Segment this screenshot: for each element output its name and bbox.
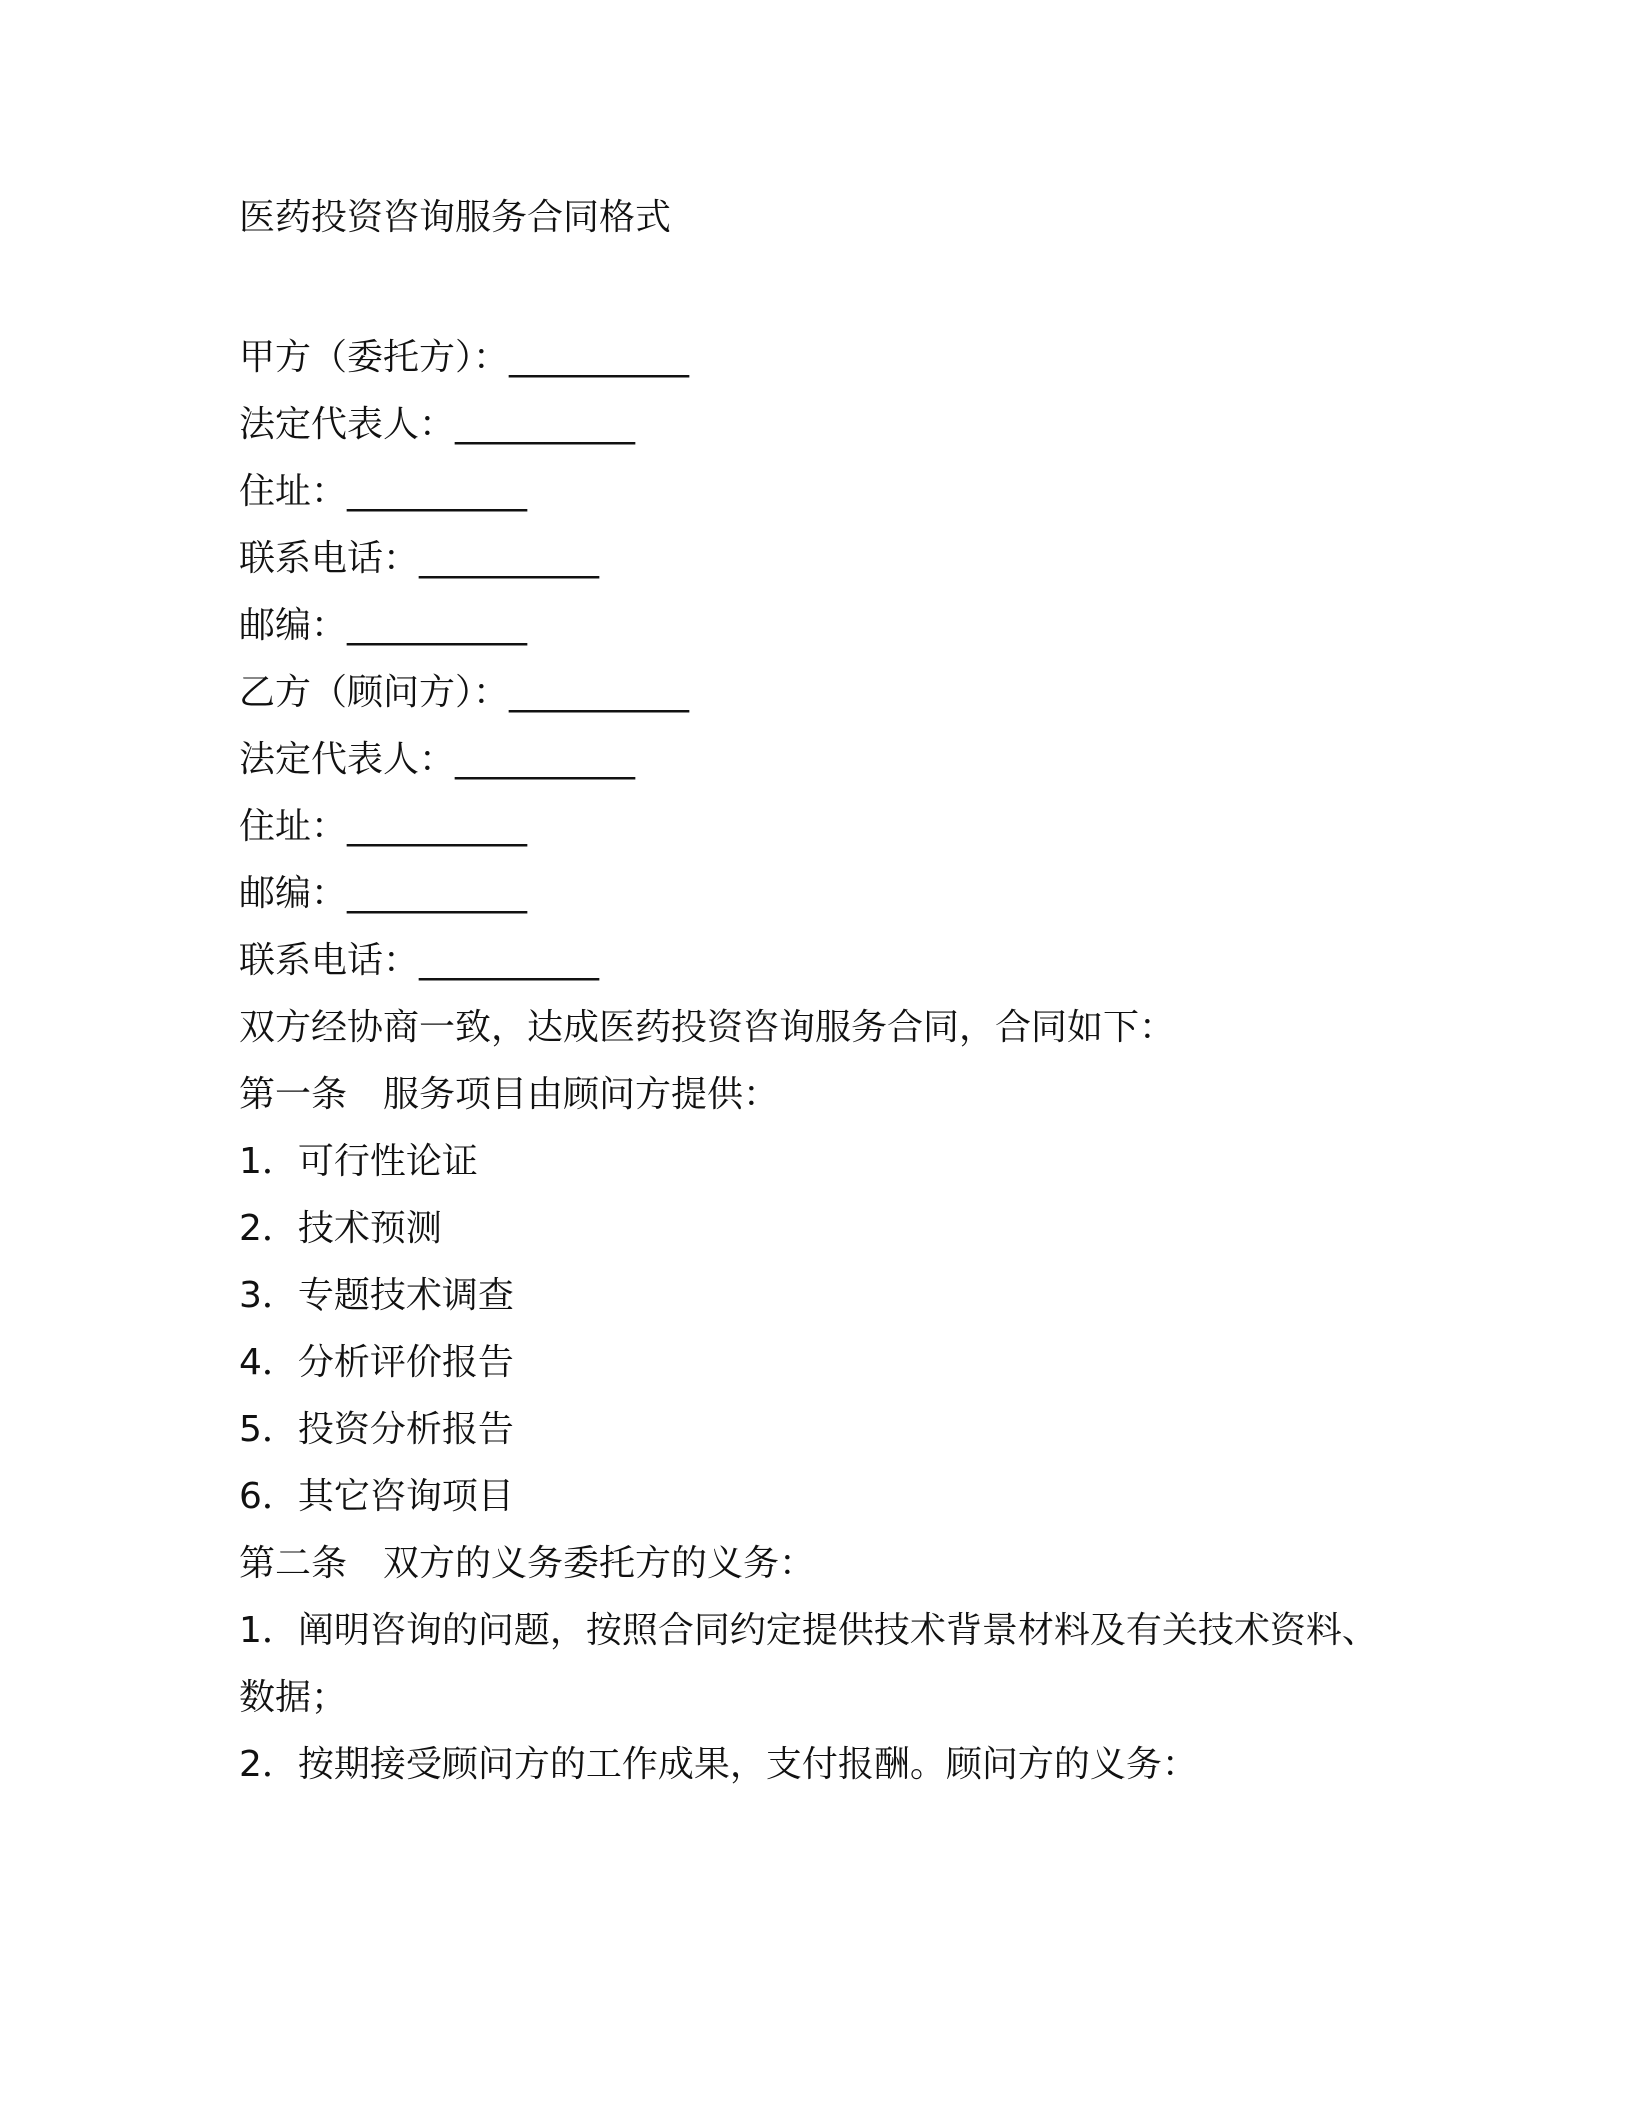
party-b-line: 乙方（顾问方）：__________ (239, 672, 690, 713)
party-a-postcode-line: 邮编：__________ (239, 605, 528, 646)
party-a-phone-line: 联系电话：__________ (239, 538, 600, 579)
party-b-phone-line: 联系电话：__________ (239, 940, 600, 981)
party-b-postcode-line: 邮编：__________ (239, 873, 528, 914)
obligation-item-1-continued: 数据； (239, 1677, 348, 1718)
document-title: 医药投资咨询服务合同格式 (239, 197, 672, 238)
service-item-4: 4．分析评价报告 (239, 1342, 514, 1383)
party-a-legal-rep-line: 法定代表人：__________ (239, 404, 636, 445)
party-a-line: 甲方（委托方）：__________ (239, 337, 690, 378)
article-one-heading: 第一条 服务项目由顾问方提供： (239, 1074, 780, 1115)
service-item-3: 3．专题技术调查 (239, 1275, 514, 1316)
obligation-item-2: 2．按期接受顾问方的工作成果，支付报酬。顾问方的义务： (239, 1744, 1198, 1785)
service-item-5: 5．投资分析报告 (239, 1409, 514, 1450)
party-a-address-line: 住址：__________ (239, 471, 528, 512)
party-b-legal-rep-line: 法定代表人：__________ (239, 739, 636, 780)
article-two-heading: 第二条 双方的义务委托方的义务： (239, 1543, 816, 1584)
agreement-intro-line: 双方经协商一致，达成医药投资咨询服务合同，合同如下： (239, 1007, 1176, 1048)
service-item-6: 6．其它咨询项目 (239, 1476, 514, 1517)
party-b-address-line: 住址：__________ (239, 806, 528, 847)
service-item-2: 2．技术预测 (239, 1208, 442, 1249)
service-item-1: 1．可行性论证 (239, 1141, 478, 1182)
document-body (239, 324, 1419, 1798)
obligation-item-1: 1．阐明咨询的问题，按照合同约定提供技术背景材料及有关技术资料、 (239, 1610, 1378, 1651)
